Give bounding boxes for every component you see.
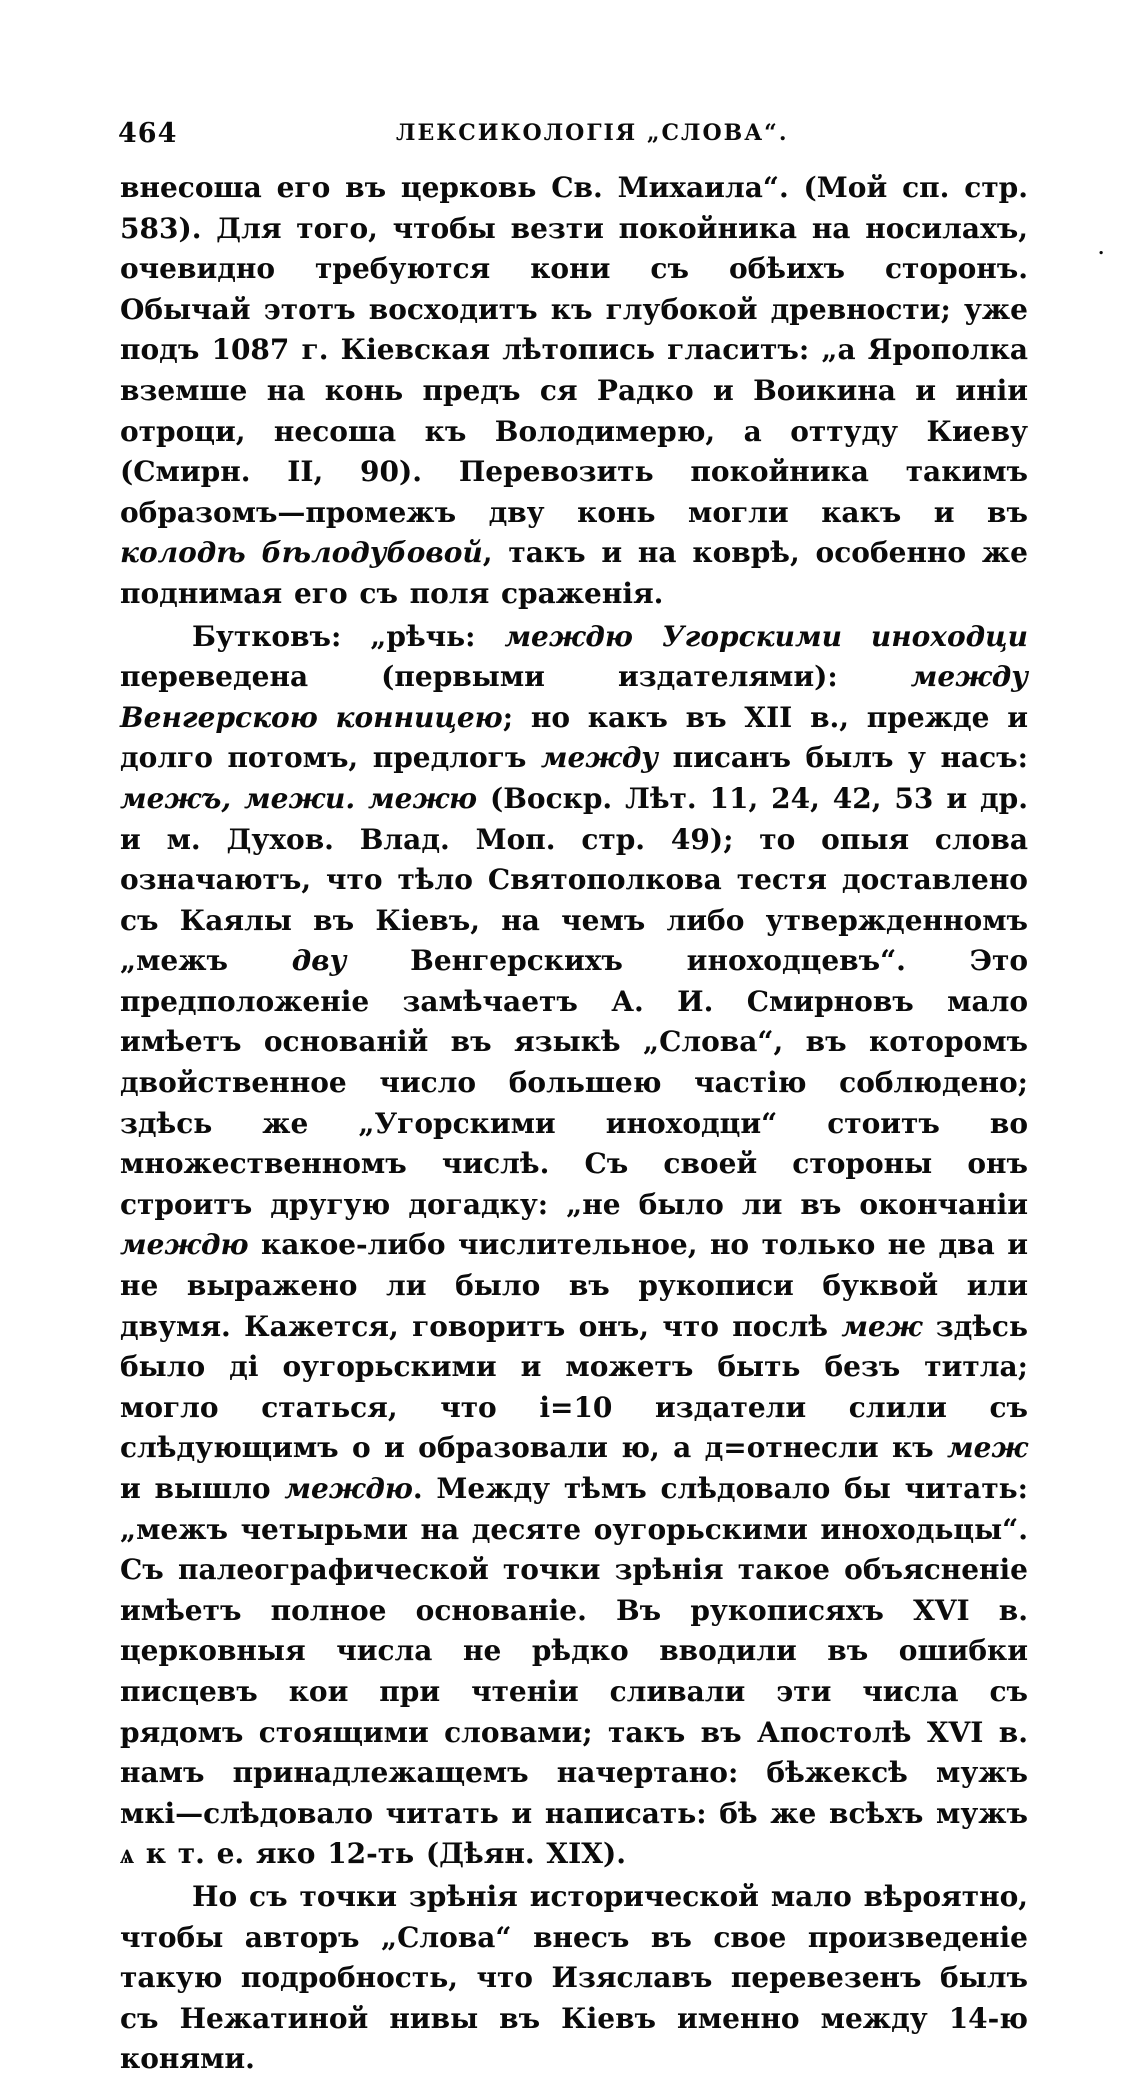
italic-text-run: междю Угорскими иноходци bbox=[504, 619, 1028, 653]
text-run: Венгерскихъ иноходцевъ“. Это предположеніе замѣчаетъ А. И. Смирновъ мало имѣетъ основаній въ языкѣ „Слова“, въ которомъ двойственное число большею частію соблюдено; здѣсь же „Угорскими иноходци“ стоитъ во множественномъ числѣ. Съ своей стороны онъ строитъ другую догадку: „не было ли въ окончаніи bbox=[120, 944, 1029, 1221]
italic-text-run: между bbox=[540, 741, 659, 775]
italic-text-run: дву bbox=[291, 944, 347, 978]
italic-text-run: межъ, межи. межю bbox=[120, 781, 478, 815]
text-run: и вышло bbox=[120, 1472, 285, 1505]
text-run: ; но какъ въ XII в., прежде и долго потомъ, предлогъ bbox=[120, 700, 1029, 775]
italic-text-run: меж bbox=[841, 1309, 923, 1343]
text-run: . Между тѣмъ слѣдовало бы читать: „межъ четырьми на десяте оугорьскими иноходьцы“. Съ палеографической точки зрѣнія такое объясненіе имѣетъ полное основаніе. Въ рукописяхъ XVI в. церковныя числа не рѣдко вводили въ ошибки писцевъ кои при чтеніи сливали эти числа съ рядомъ стоящими словами; такъ въ Апостолѣ XVI в. намъ принадлежащемъ начертано: бѣжексѣ мужъ мкi—слѣдовало читать и написать: бѣ же всѣхъ мужъ ѧ к т. е. яко 12-ть (Дѣян. XIX). bbox=[120, 1472, 1029, 1871]
page-header bbox=[118, 118, 1018, 158]
text-run: писанъ былъ у насъ: bbox=[658, 741, 1028, 775]
text-run: (Воскр. Лѣт. 11, 24, 42, 53 и др. и м. Духов. Влад. Моп. стр. 49); то опыя слова означаютъ, что тѣло Святополкова тестя доставлено съ Каялы въ Кіевъ, на чемъ либо утвержденномъ „межъ bbox=[120, 781, 1028, 978]
italic-text-run: междю bbox=[120, 1228, 249, 1262]
text-run: Бутковъ: „рѣчь: bbox=[192, 619, 505, 653]
page-number: 464 bbox=[118, 118, 178, 149]
text-run: здѣсь было дi оугорьскими и можетъ быть безъ титла; могло статься, что i=10 издатели слили съ слѣдующимъ о и образовали ю, а д=отнесли къ bbox=[120, 1309, 1028, 1465]
text-run: переведена (первыми издателями): bbox=[120, 660, 911, 694]
italic-text-run: между Венгерскою конницею bbox=[120, 660, 1028, 734]
running-title: ЛЕКСИКОЛОГІЯ „СЛОВА“. bbox=[396, 120, 789, 146]
italic-text-run: междю bbox=[284, 1472, 413, 1505]
text-run: , такъ и на коврѣ, особенно же поднимая его съ поля сраженія. bbox=[120, 536, 1028, 610]
body-text bbox=[120, 168, 1028, 2082]
italic-text-run: меж bbox=[947, 1431, 1028, 1465]
italic-text-run: колодѣ бѣлодубовой bbox=[120, 536, 483, 570]
text-run: какое-либо числительное, но только не два и не выражено ли было въ рукописи буквой или двумя. Кажется, говоритъ онъ, что послѣ bbox=[120, 1228, 1028, 1343]
paragraph-3 bbox=[120, 1877, 1028, 2080]
paragraph-2 bbox=[120, 617, 1028, 1875]
margin-mark: . bbox=[1098, 238, 1105, 259]
text-run: внесоша его въ церковь Св. Михаила“. (Мой сп. стр. 583). Для того, чтобы везти покойника на носилахъ, очевидно требуются кони съ обѣихъ сторонъ. Обычай этотъ восходитъ къ глубокой древности; уже подъ 1087 г. Кіевская лѣтопись гласитъ: „а Ярополка вземше на конь предъ ся Радко и Воикина и инiи отроци, несоша къ Володимерю, а оттуду Киеву (Смирн. II, 90). Перевозить покойника такимъ образомъ—промежъ дву конь могли какъ и въ bbox=[120, 171, 1028, 529]
paragraph-1 bbox=[120, 168, 1028, 615]
text-run: Но съ точки зрѣнія исторической мало вѣроятно, чтобы авторъ „Слова“ внесъ въ свое произведеніе такую подробность, что Изяславъ перевезенъ былъ съ Нежатиной нивы въ Кіевъ именно между 14-ю конями. bbox=[120, 1879, 1028, 2076]
